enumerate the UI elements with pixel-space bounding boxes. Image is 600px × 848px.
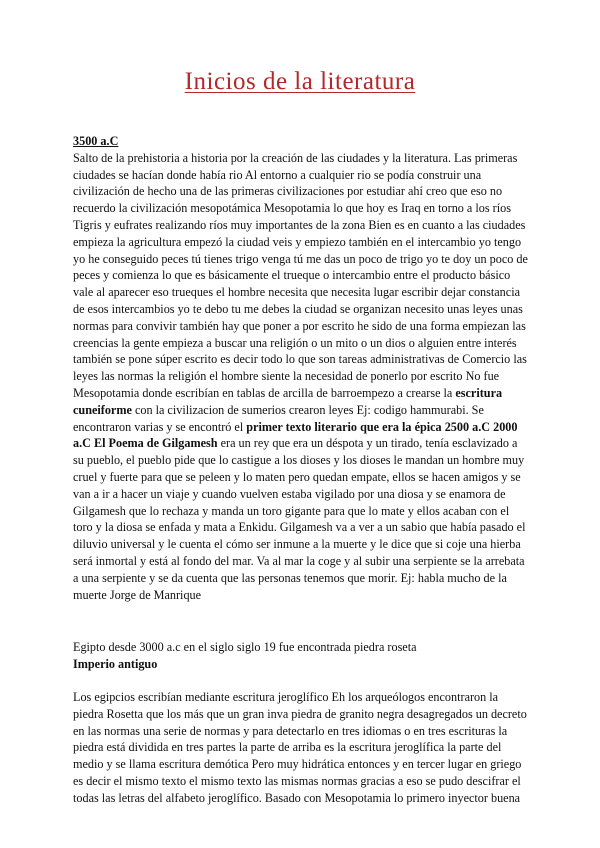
paragraph-text: Salto de la prehistoria a historia por la creación de las ciudades y la literatura. Las primeras ciudades se hacían donde había rio Al entorno a cualquier rio se podía construir una civilización de hecho una de las primeras civilizaciones por estudiar ahí creo que eso no recuerdo la civilización mesopotámica Mesopotamia lo que hoy es Iraq en torno a los ríos Tigris y eufrates realizando ríos muy importantes de la zona Bien es en cuanto a las ciudades empieza la agricultura empezó la ciudad veis y empiezo también en el intercambio yo tengo yo he conseguido peces tú tienes trigo venga tú me das un poco de trigo yo te doy un poco de peces y comienza lo que es básicamente el trueque o intercambio entre el producto básico vale al aparecer eso trueques el hombre necesita que necesita lugar escribir dejar constancia de esos intercambios yo te debo tu me debes la ciudad se organizan necesito unas leyes unas normas para convivir también hay que poner a por escrito he sido de una forma empiezan las creencias la gente empieza a buscar una religión o un mito o un dios o alguien entre interés también se pone súper escrito es decir todo lo que son tareas administrativas de Comercio las leyes las normas la religión el hombre siente la necesidad de ponerlo por escrito No fue Mesopotamia donde escribían en tablas de arcilla de barroempezo a crearse la xyxy=(73,150,528,400)
section-heading-3500: 3500 a.C xyxy=(73,134,119,148)
paragraph-text: con la civilizacion de sumerios crearon leyes Ej: codigo hammurabi. Se encontraron varias y se encontró el xyxy=(73,402,484,434)
egypt-intro-line: Egipto desde 3000 a.c en el siglo siglo 19 fue encontrada piedra roseta xyxy=(73,640,417,655)
paragraph-egypt: Los egipcios escribían mediante escritura jeroglífico Eh los arqueólogos encontraron la piedra Rosetta que los más que un gran inva piedra de granito negra desagregados un decreto en las normas una serie de normas y para detectarlo en tres idiomas o en tres escrituras la piedra está dividida en tres partes la parte de arriba es la escritura jeroglífica la parte del medio y se llama escritura demótica Pero muy hidrática entonces y en tercer lugar en griego es decir el mismo texto el mismo texto las mismas normas gracias a eso se pudo descifrar el todas las letras del alfabeto jeroglífico. Basado con Mesopotamia lo primero inyector buena xyxy=(73,689,527,805)
document-body xyxy=(73,133,528,806)
paragraph-text: era un rey que era un déspota y un tirado, tenía esclavizado a su pueblo, el pueblo pide que lo castigue a los dioses y los dioses le mandan un hombre muy cruel y fuerte para que se peleen y lo maten pero quedan empate, ellos se hacen amigos y se van a ir a hacer un viaje y cuando vuelven estaba vigilado por una diosa y se enamora de Gilgamesh que lo rechaza y manda un toro gigante para que lo mate y ellos acaban con el toro y la diosa se enfada y mata a Enkidu. Gilgamesh va a ver a un sabio que había pasado el diluvio universal y le cuenta el cómo ser inmune a la muerte y le dice que si coje una hierba será inmortal y está al fondo del mar. Va al mar la coge y al subir una serpiente se la arrebata a una serpiente y se da cuenta que las personas tenemos que morir. Ej: habla mucho de la muerte Jorge de Manrique xyxy=(73,436,526,602)
bold-phrase-cuneiforme: escritura cuneiforme xyxy=(73,385,503,417)
section-heading-imperio: Imperio antiguo xyxy=(73,657,158,672)
document-title: Inicios de la literatura xyxy=(184,68,416,95)
bold-phrase-gilgamesh: primer texto literario que era la épica 2500 a.C 2000 a.C El Poema de Gilgamesh xyxy=(73,419,518,451)
paragraph-mesopotamia xyxy=(73,150,528,604)
